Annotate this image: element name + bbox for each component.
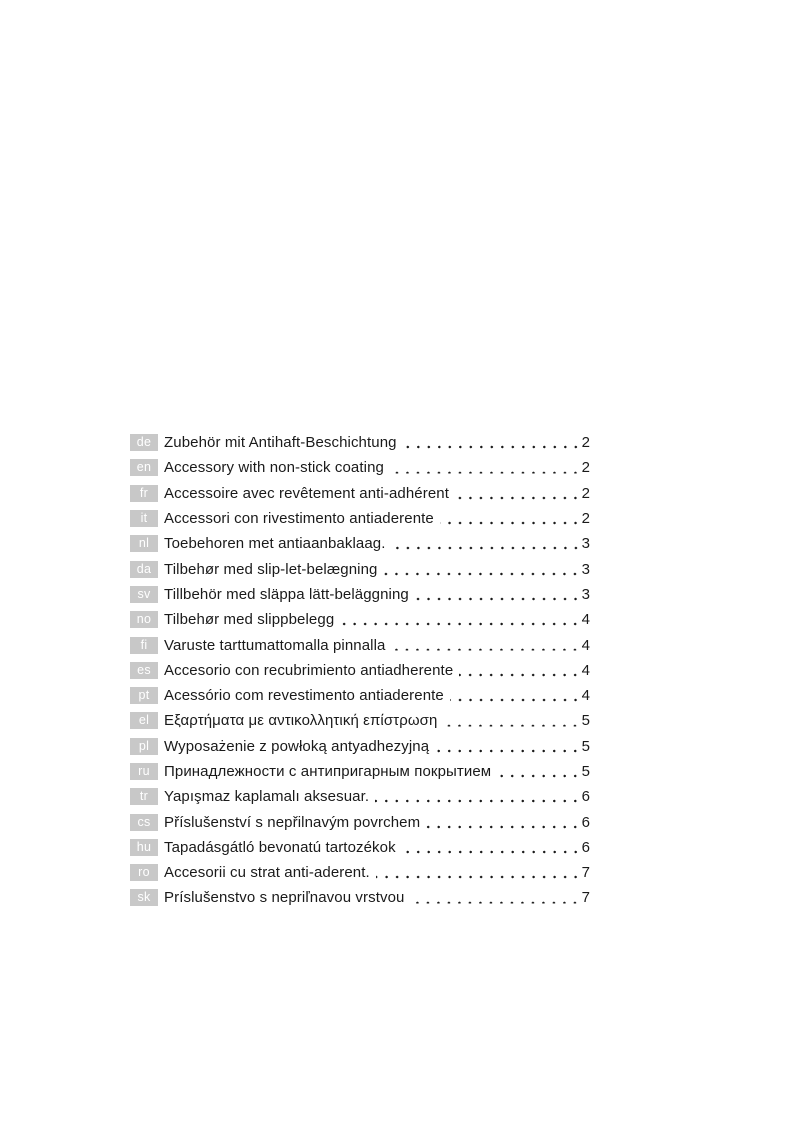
toc-row: [130, 632, 590, 657]
language-badge: en: [130, 459, 158, 476]
toc-row: [130, 455, 590, 480]
toc-page-number: 6: [581, 838, 590, 856]
toc-page-number: 4: [581, 687, 590, 705]
toc-page-number: 7: [581, 889, 590, 907]
dot-leader: [497, 775, 580, 778]
toc-entry-title: Tilbehør med slip-let-belægning: [164, 560, 378, 578]
language-badge: no: [130, 611, 158, 628]
language-badge: ru: [130, 763, 158, 780]
toc-page-number: 3: [581, 560, 590, 578]
toc-entry-title: Wyposażenie z powłoką antyadhezyjną: [164, 737, 430, 755]
toc-entry-title: Принадлежности с антипригарным покрытием: [164, 763, 492, 780]
language-badge: tr: [130, 788, 158, 805]
toc-page-number: 2: [581, 484, 590, 502]
toc-entry-title: Tapadásgátló bevonatú tartozékok: [164, 838, 396, 856]
toc-entry-title: Yapışmaz kaplamalı aksesuar.: [164, 788, 370, 806]
toc-row: [130, 430, 590, 455]
language-badge: hu: [130, 839, 158, 856]
dot-leader: [410, 901, 580, 904]
toc-page-number: 4: [581, 661, 590, 679]
dot-leader: [391, 648, 580, 651]
toc-entry-title: Tillbehör med släppa lätt-beläggning: [164, 585, 409, 603]
toc-row: [130, 809, 590, 834]
toc-entry-title: Accessory with non-stick coating: [164, 459, 384, 477]
toc-row: [130, 506, 590, 531]
dot-leader: [440, 522, 581, 525]
language-badge: cs: [130, 814, 158, 831]
dot-leader: [415, 598, 581, 601]
dot-leader: [459, 673, 580, 676]
dot-leader: [402, 851, 581, 854]
dot-leader: [340, 623, 580, 626]
dot-leader: [435, 749, 580, 752]
dot-leader: [426, 825, 580, 828]
dot-leader: [392, 547, 581, 550]
language-badge: el: [130, 712, 158, 729]
toc-page-number: 4: [581, 636, 590, 654]
language-badge: pt: [130, 687, 158, 704]
dot-leader: [376, 876, 581, 879]
toc-page-number: 5: [581, 737, 590, 755]
toc-row: [130, 708, 590, 733]
toc-row: [130, 759, 590, 784]
language-badge: fr: [130, 485, 158, 502]
toc-page-number: 3: [581, 535, 590, 553]
toc-row: [130, 835, 590, 860]
language-badge: sv: [130, 586, 158, 603]
dot-leader: [375, 800, 581, 803]
toc-row: [130, 658, 590, 683]
toc-entry-title: Accessoire avec revêtement anti-adhérent: [164, 484, 449, 502]
toc-row: [130, 556, 590, 581]
toc-entry-title: Tilbehør med slippbelegg: [164, 611, 335, 629]
dot-leader: [383, 572, 580, 575]
language-badge: ro: [130, 864, 158, 881]
toc-page-number: 2: [581, 434, 590, 452]
toc-page-number: 4: [581, 611, 590, 629]
toc-row: [130, 734, 590, 759]
toc-row: [130, 481, 590, 506]
dot-leader: [403, 446, 581, 449]
dot-leader: [450, 699, 581, 702]
toc-page-number: 5: [581, 763, 590, 780]
toc-row: [130, 860, 590, 885]
toc-row: [130, 607, 590, 632]
toc-page-number: 2: [581, 510, 590, 528]
toc-page-number: 6: [581, 788, 590, 806]
language-badge: it: [130, 510, 158, 527]
toc-row: [130, 683, 590, 708]
toc-page-number: 2: [581, 459, 590, 477]
language-badge: nl: [130, 535, 158, 552]
toc-row: [130, 885, 590, 910]
toc-entry-title: Príslušenstvo s nepriľnavou vrstvou: [164, 889, 405, 907]
toc-entry-title: Accesorio con recubrimiento antiadherente: [164, 661, 454, 679]
toc-row: [130, 531, 590, 556]
toc-page-number: 3: [581, 585, 590, 603]
toc-row: [130, 784, 590, 809]
toc-entry-title: Εξαρτήματα με αντικολλητική επίστρωση: [164, 712, 438, 730]
language-badge: pl: [130, 738, 158, 755]
toc-entry-title: Zubehör mit Antihaft-Beschichtung: [164, 434, 397, 452]
toc-entry-title: Acessório com revestimento antiaderente: [164, 687, 444, 705]
dot-leader: [455, 496, 581, 499]
toc-page-number: 5: [581, 712, 590, 730]
dot-leader: [443, 724, 580, 727]
toc-list: [130, 430, 590, 911]
toc-page-number: 7: [581, 864, 590, 882]
language-badge: fi: [130, 637, 158, 654]
toc-entry-title: Accesorii cu strat anti-aderent.: [164, 864, 370, 882]
language-badge: de: [130, 434, 158, 451]
toc-entry-title: Příslušenství s nepřilnavým povrchem: [164, 813, 421, 831]
language-badge: es: [130, 662, 158, 679]
toc-page-number: 6: [581, 813, 590, 831]
dot-leader: [390, 471, 581, 474]
toc-entry-title: Toebehoren met antiaanbaklaag.: [164, 535, 386, 553]
toc-entry-title: Accessori con rivestimento antiaderente: [164, 510, 434, 528]
language-badge: da: [130, 561, 158, 578]
toc-entry-title: Varuste tarttumattomalla pinnalla: [164, 636, 386, 654]
language-badge: sk: [130, 889, 158, 906]
toc-row: [130, 582, 590, 607]
